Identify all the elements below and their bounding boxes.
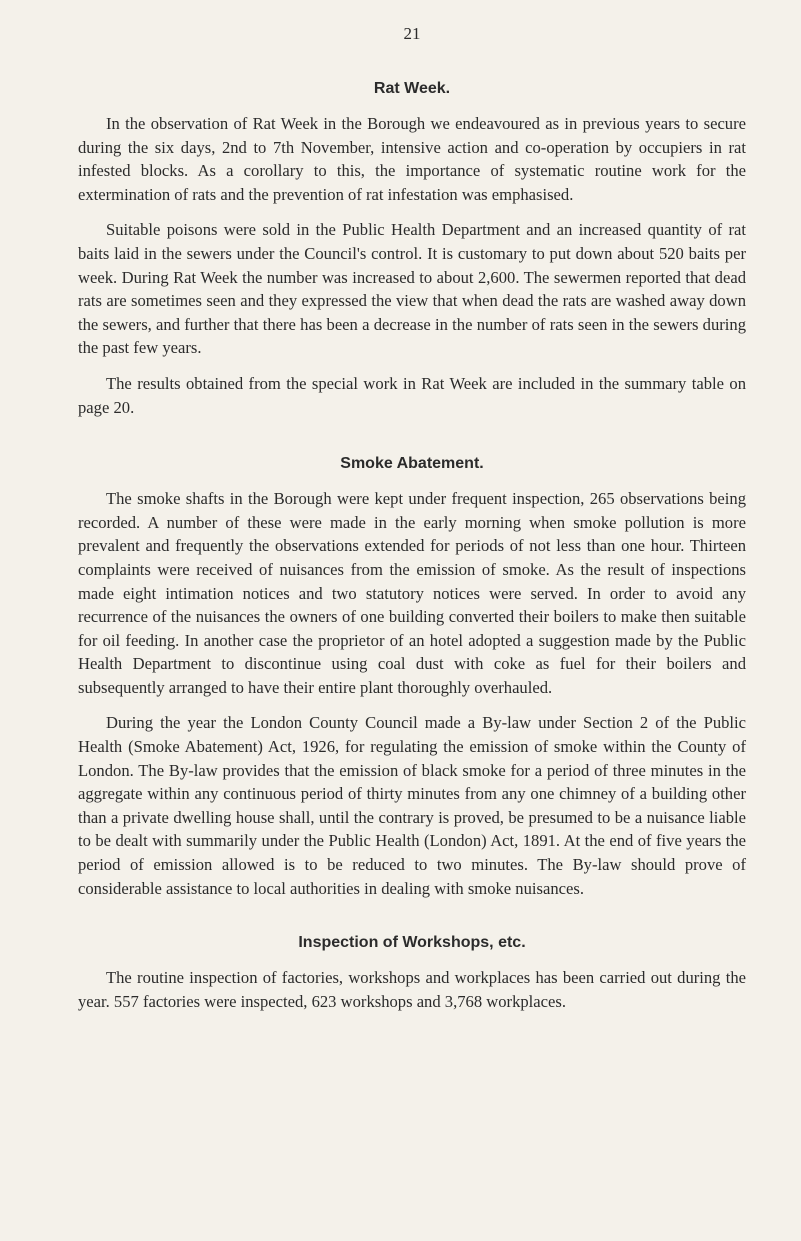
section-title-rat-week: Rat Week. — [373, 80, 451, 97]
section-inspection-workshops — [78, 934, 746, 1013]
section-smoke-abatement — [78, 455, 746, 900]
spacer — [78, 912, 746, 934]
paragraph: In the observation of Rat Week in the Borough we endeavoured as in previous years to secure during the six days, 2nd to 7th November, intensive action and co-operation by occupiers in rat infested blocks. As a corollary to this, the importance of systematic routine work for the extermination of rats and the prevention of rat infestation was emphasised. — [78, 114, 746, 204]
document-page — [78, 24, 746, 1025]
section-title-smoke-abatement: Smoke Abatement. — [340, 455, 484, 473]
page-number: 21 — [403, 24, 421, 43]
paragraph: During the year the London County Council made a By-law under Section 2 of the Public Health (Smoke Abatement) Act, 1926, for regulating the emission of smoke within the County of London. The By-law provides that the emission of black smoke for a period of three minutes in the aggregate within any continuous period of thirty minutes from any one chimney of a building other than a private dwelling house shall, until the contrary is proved, be presumed to be a nuisance liable to be dealt with summarily under the Public Health (London) Act, 1891. At the end of five years the period of emission allowed is to be reduced to two minutes. The By-law should prove of considerable assistance to local authorities in dealing with smoke nuisances. — [78, 713, 746, 898]
paragraph: The smoke shafts in the Borough were kept under frequent inspection, 265 observations being recorded. A number of these were made in the early morning when smoke pollution is more prevalent and frequently the observations extended for periods of not less than one hour. Thirteen complaints were received of nuisances from the emission of smoke. As the result of inspections made eight intimation notices and two statutory notices were served. In order to avoid any recurrence of the nuisances the owners of one building converted their boilers to make then suitable for oil feeding. In another case the proprietor of an hotel adopted a suggestion made by the Public Health Department to discontinue using coal dust with coke as fuel for their boilers and subsequently arranged to have their entire plant thoroughly overhauled. — [78, 489, 746, 697]
paragraph: The results obtained from the special work in Rat Week are included in the summary table on page 20. — [78, 373, 746, 417]
section-title-inspection-workshops: Inspection of Workshops, etc. — [298, 934, 526, 952]
paragraph: The routine inspection of factories, workshops and workplaces has been carried out during the year. 557 factories were inspected, 623 workshops and 3,768 workplaces. — [78, 968, 746, 1011]
spacer — [78, 431, 746, 455]
section-rat-week — [78, 80, 746, 419]
paragraph: Suitable poisons were sold in the Public Health Department and an increased quantity of rat baits laid in the sewers under the Council's control. It is customary to put down about 520 baits per week. During Rat Week the number was increased to about 2,600. The sewermen reported that dead rats are sometimes seen and they expressed the view that when dead the rats are washed away down the sewers, and further that there has been a decrease in the number of rats seen in the sewers during the past few years. — [78, 220, 746, 358]
